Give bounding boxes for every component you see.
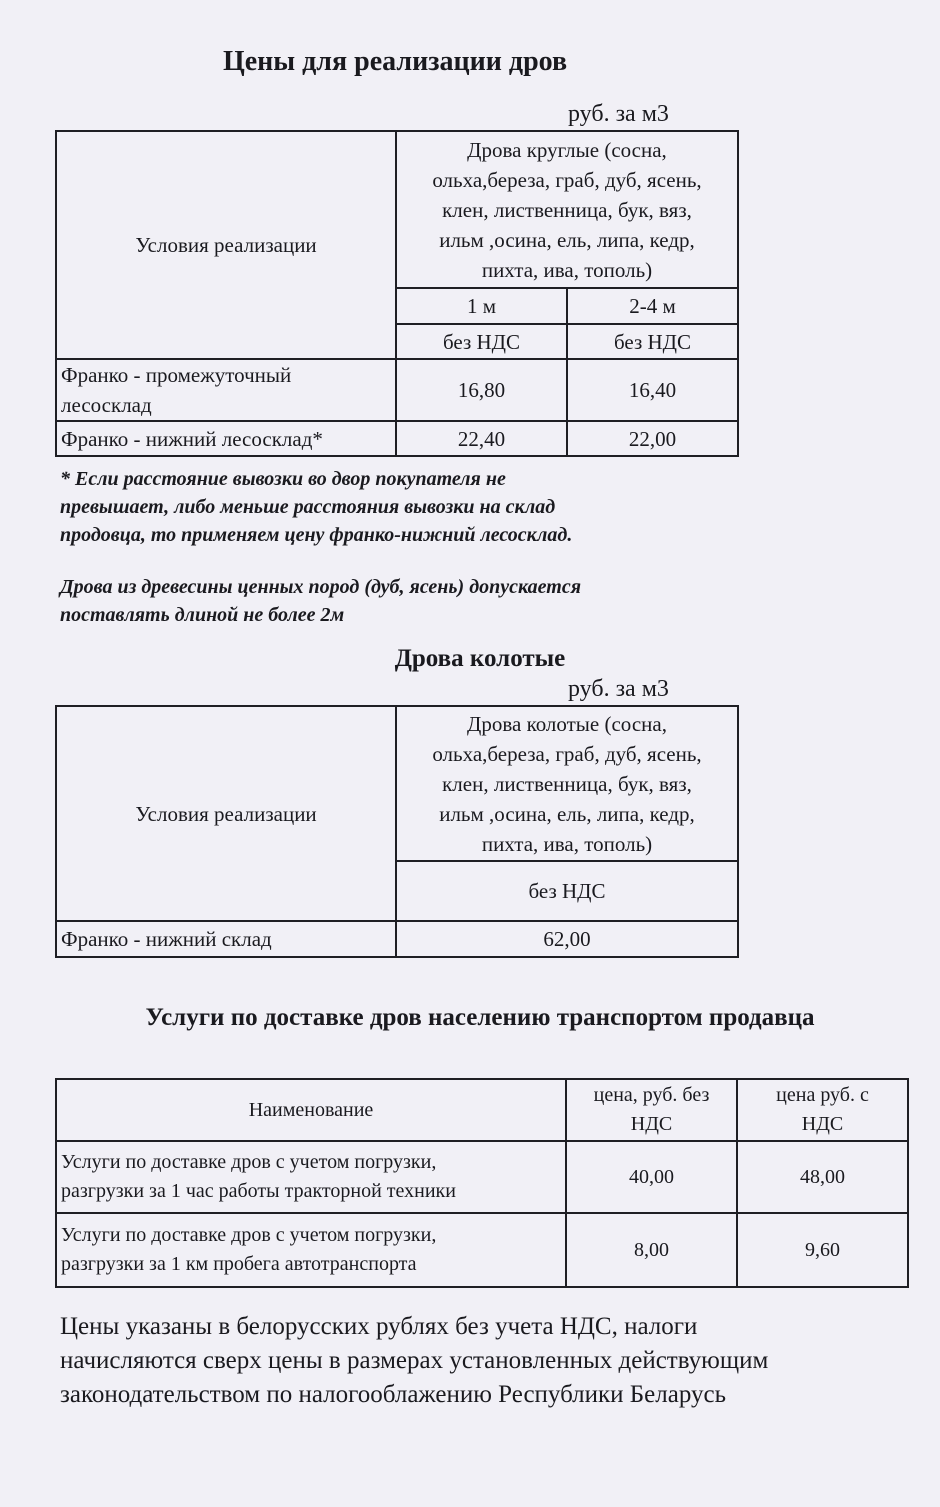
- product-header-line: пихта, ива, тополь): [481, 831, 653, 856]
- footnote-line: превышает, либо меньше расстояния вывозки на склад: [60, 496, 556, 518]
- condition-cell: Франко - нижний лесосклад*: [56, 421, 396, 456]
- footer-line: Цены указаны в белорусских рублях без учета НДС, налоги: [60, 1313, 698, 1340]
- footer-line: начисляются сверх цены в размерах установленных действующим: [60, 1347, 769, 1374]
- service-name-line: разгрузки за 1 км пробега автотранспорта: [61, 1253, 417, 1275]
- split-firewood-price-table: [55, 705, 739, 958]
- round-firewood-price-table: [55, 130, 739, 457]
- price-no-vat-header: [566, 1079, 737, 1141]
- price-vat-header: [737, 1079, 908, 1141]
- conditions-header: Условия реализации: [56, 131, 396, 359]
- service-name-line: Услуги по доставке дров с учетом погрузки,: [61, 1151, 437, 1173]
- note-line: Дрова из древесины ценных пород (дуб, ясень) допускается: [60, 576, 581, 598]
- footnote: [60, 465, 780, 549]
- name-header: Наименование: [56, 1079, 566, 1141]
- product-header: [396, 131, 738, 288]
- header-line: цена, руб. без: [593, 1084, 710, 1106]
- price-cell: 8,00: [566, 1213, 737, 1287]
- price-cell: 16,80: [396, 359, 567, 421]
- product-header-line: ильм ,осина, ель, липа, кедр,: [439, 227, 695, 252]
- product-header: [396, 706, 738, 861]
- footnote-line: * Если расстояние вывозки во двор покупателя не: [60, 468, 506, 490]
- footnote-line: продовца, то применяем цену франко-нижний лесосклад.: [60, 524, 573, 546]
- price-cell: 22,00: [567, 421, 738, 456]
- price-cell: 22,40: [396, 421, 567, 456]
- price-cell: 16,40: [567, 359, 738, 421]
- product-header-line: клен, лиственница, бук, вяз,: [442, 197, 692, 222]
- conditions-header: Условия реализации: [56, 706, 396, 921]
- page-title: Цены для реализации дров: [222, 46, 568, 77]
- price-cell: 48,00: [737, 1141, 908, 1213]
- product-header-line: пихта, ива, тополь): [481, 257, 653, 282]
- service-name-line: Услуги по доставке дров с учетом погрузки,: [61, 1224, 437, 1246]
- delivery-services-table: [55, 1078, 909, 1288]
- price-cell: 62,00: [396, 921, 738, 957]
- section-title: Услуги по доставке дров населению транспортом продавца: [145, 1004, 815, 1031]
- product-header-line: Дрова круглые (сосна,: [467, 137, 667, 162]
- product-header-line: ольха,береза, граб, дуб, ясень,: [432, 167, 702, 192]
- condition-line: лесосклад: [61, 393, 152, 417]
- vat-label: без НДС: [396, 861, 738, 921]
- note-line: поставлять длиной не более 2м: [60, 604, 345, 626]
- footer-note: [60, 1310, 920, 1412]
- condition-line: Франко - промежуточный: [61, 363, 292, 387]
- length-2-4m: 2-4 м: [567, 288, 738, 324]
- product-header-line: ильм ,осина, ель, липа, кедр,: [439, 801, 695, 826]
- header-line: НДС: [801, 1113, 844, 1135]
- vat-label: без НДС: [567, 324, 738, 359]
- price-cell: 9,60: [737, 1213, 908, 1287]
- service-name-cell: [56, 1141, 566, 1213]
- product-header-line: Дрова колотые (сосна,: [467, 711, 667, 736]
- service-name-line: разгрузки за 1 час работы тракторной техники: [61, 1180, 456, 1202]
- condition-cell: [56, 359, 396, 421]
- condition-cell: Франко - нижний склад: [56, 921, 396, 957]
- footer-line: законодательством по налогооблажению Республики Беларусь: [60, 1381, 727, 1408]
- service-name-cell: [56, 1213, 566, 1287]
- length-1m: 1 м: [396, 288, 567, 324]
- product-header-line: клен, лиственница, бук, вяз,: [442, 771, 692, 796]
- length-note: [60, 573, 780, 629]
- product-header-line: ольха,береза, граб, дуб, ясень,: [432, 741, 702, 766]
- unit-label: руб. за м3: [568, 676, 669, 702]
- price-cell: 40,00: [566, 1141, 737, 1213]
- header-line: НДС: [630, 1113, 673, 1135]
- unit-label: руб. за м3: [568, 101, 669, 127]
- header-line: цена руб. с: [776, 1084, 869, 1106]
- vat-label: без НДС: [396, 324, 567, 359]
- section-title: Дрова колотые: [394, 645, 566, 672]
